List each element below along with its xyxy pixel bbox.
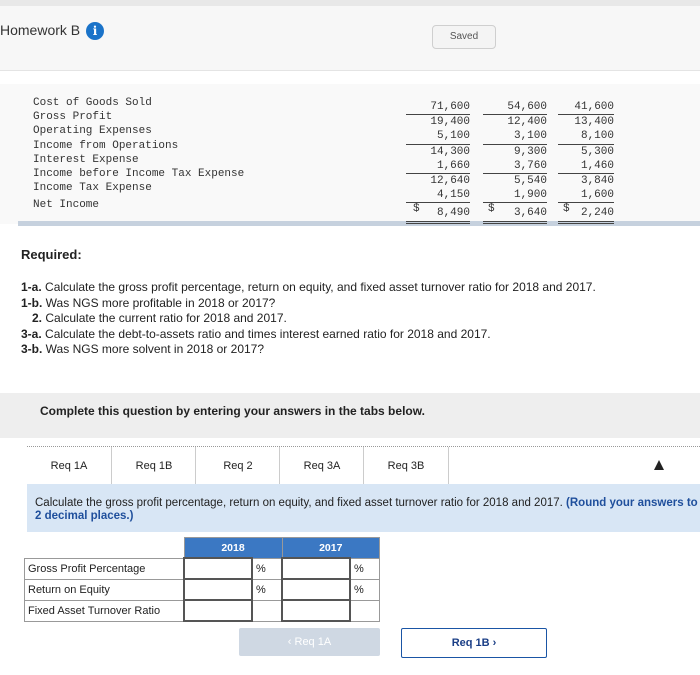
statement-value: 14,300 xyxy=(430,145,470,158)
required-heading: Required: xyxy=(21,247,82,262)
statement-value: 12,640 xyxy=(430,174,470,187)
requirement-item xyxy=(21,327,491,341)
statement-value: 2,240 xyxy=(558,206,614,223)
statement-value: 19,400 xyxy=(430,116,470,129)
year-header: 2017 xyxy=(282,538,380,559)
saved-indicator: Saved xyxy=(432,25,496,49)
statement-value: 1,660 xyxy=(406,159,470,174)
row-label: Return on Equity xyxy=(25,579,185,600)
requirement-item xyxy=(32,311,287,325)
requirement-number: 3-b. xyxy=(21,342,43,356)
statement-value: 41,600 xyxy=(558,100,614,115)
answer-input[interactable] xyxy=(282,579,350,600)
statement-value: 4,150 xyxy=(406,188,470,203)
statement-label: Income Tax Expense xyxy=(33,182,152,195)
answer-input[interactable] xyxy=(282,558,350,579)
answer-table xyxy=(24,537,380,622)
requirement-text: Calculate the debt-to-assets ratio and times interest earned ratio for 2018 and 2017. xyxy=(41,327,491,341)
statement-value: 8,490 xyxy=(406,206,470,223)
answer-input[interactable] xyxy=(282,600,350,621)
statement-label: Interest Expense xyxy=(33,153,139,166)
statement-value: 5,540 xyxy=(513,174,547,187)
statement-value: 3,840 xyxy=(580,174,614,187)
question-text: Calculate the gross profit percentage, return on equity, and fixed asset turnover ratio for 2018 and 2017. xyxy=(35,497,563,509)
requirement-item xyxy=(21,280,596,294)
unit-label xyxy=(252,600,282,621)
requirement-text: Calculate the current ratio for 2018 and 2017. xyxy=(42,311,287,325)
mouse-cursor-icon xyxy=(654,460,664,470)
requirement-text: Was NGS more profitable in 2018 or 2017? xyxy=(42,296,276,310)
statement-label: Net Income xyxy=(33,199,100,212)
question-text-block xyxy=(35,497,700,523)
year-header: 2018 xyxy=(184,538,282,559)
statement-value: 1,460 xyxy=(558,159,614,174)
dollar-sign: $ xyxy=(488,203,495,215)
statement-label: Income before Income Tax Expense xyxy=(33,167,245,180)
requirement-item xyxy=(21,342,264,356)
info-icon[interactable]: i xyxy=(86,22,104,40)
homework-title: Homework B xyxy=(0,22,81,38)
rounding-note: (Round your answers to 2 decimal places.) xyxy=(35,497,698,522)
requirement-number: 1-a. xyxy=(21,280,42,294)
statement-value: 8,100 xyxy=(558,129,614,144)
statement-value: 3,640 xyxy=(483,206,547,223)
row-label: Fixed Asset Turnover Ratio xyxy=(25,600,185,621)
answer-input[interactable] xyxy=(184,579,252,600)
table-row xyxy=(25,600,380,621)
table-row xyxy=(25,579,380,600)
tab-req-1a[interactable]: Req 1A xyxy=(27,447,112,486)
requirement-number: 1-b. xyxy=(21,296,43,310)
requirement-text: Calculate the gross profit percentage, return on equity, and fixed asset turnover ratio for 2018 and 2017. xyxy=(41,280,596,294)
top-stripe xyxy=(0,0,700,6)
answer-input[interactable] xyxy=(184,600,252,621)
statement-value: 1,600 xyxy=(558,188,614,203)
statement-labels xyxy=(33,96,244,213)
requirement-number: 3-a. xyxy=(21,327,42,341)
dollar-sign: $ xyxy=(563,203,570,215)
unit-label: % xyxy=(350,579,380,600)
requirement-text: Was NGS more solvent in 2018 or 2017? xyxy=(42,342,265,356)
unit-label: % xyxy=(350,558,380,579)
unit-label: % xyxy=(252,579,282,600)
statement-value: 13,400 xyxy=(574,116,614,129)
statement-value: 3,760 xyxy=(483,159,547,174)
unit-label xyxy=(350,600,380,621)
statement-value: 5,300 xyxy=(580,145,614,158)
statement-label: Operating Expenses xyxy=(33,125,152,138)
dollar-sign: $ xyxy=(413,203,420,215)
req-tabs xyxy=(27,446,700,485)
statement-value: 54,600 xyxy=(483,100,547,115)
prev-button[interactable]: ‹ Req 1A xyxy=(239,628,380,656)
statement-value: 12,400 xyxy=(507,116,547,129)
unit-label: % xyxy=(252,558,282,579)
table-corner xyxy=(25,538,185,559)
table-row xyxy=(25,558,380,579)
statement-value: 71,600 xyxy=(406,100,470,115)
question-panel xyxy=(27,484,700,532)
statement-label: Gross Profit xyxy=(33,111,113,124)
requirement-number: 2. xyxy=(32,311,43,325)
answer-input[interactable] xyxy=(184,558,252,579)
statement-label: Cost of Goods Sold xyxy=(33,97,152,109)
tab-req-1b[interactable]: Req 1B xyxy=(111,447,197,486)
statement-label: Income from Operations xyxy=(33,139,179,152)
statement-value: 1,900 xyxy=(483,188,547,203)
statement-value: 3,100 xyxy=(483,129,547,144)
top-bar xyxy=(0,0,700,71)
tab-req-3a[interactable]: Req 3A xyxy=(279,447,365,486)
statement-value: 5,100 xyxy=(406,129,470,144)
tab-req-2[interactable]: Req 2 xyxy=(195,447,281,486)
requirement-item xyxy=(21,296,275,310)
row-label: Gross Profit Percentage xyxy=(25,558,185,579)
next-button[interactable]: Req 1B › xyxy=(401,628,547,658)
statement-value: 9,300 xyxy=(513,145,547,158)
instructions-text: Complete this question by entering your answers in the tabs below. xyxy=(40,404,425,418)
tab-req-3b[interactable]: Req 3B xyxy=(363,447,449,486)
